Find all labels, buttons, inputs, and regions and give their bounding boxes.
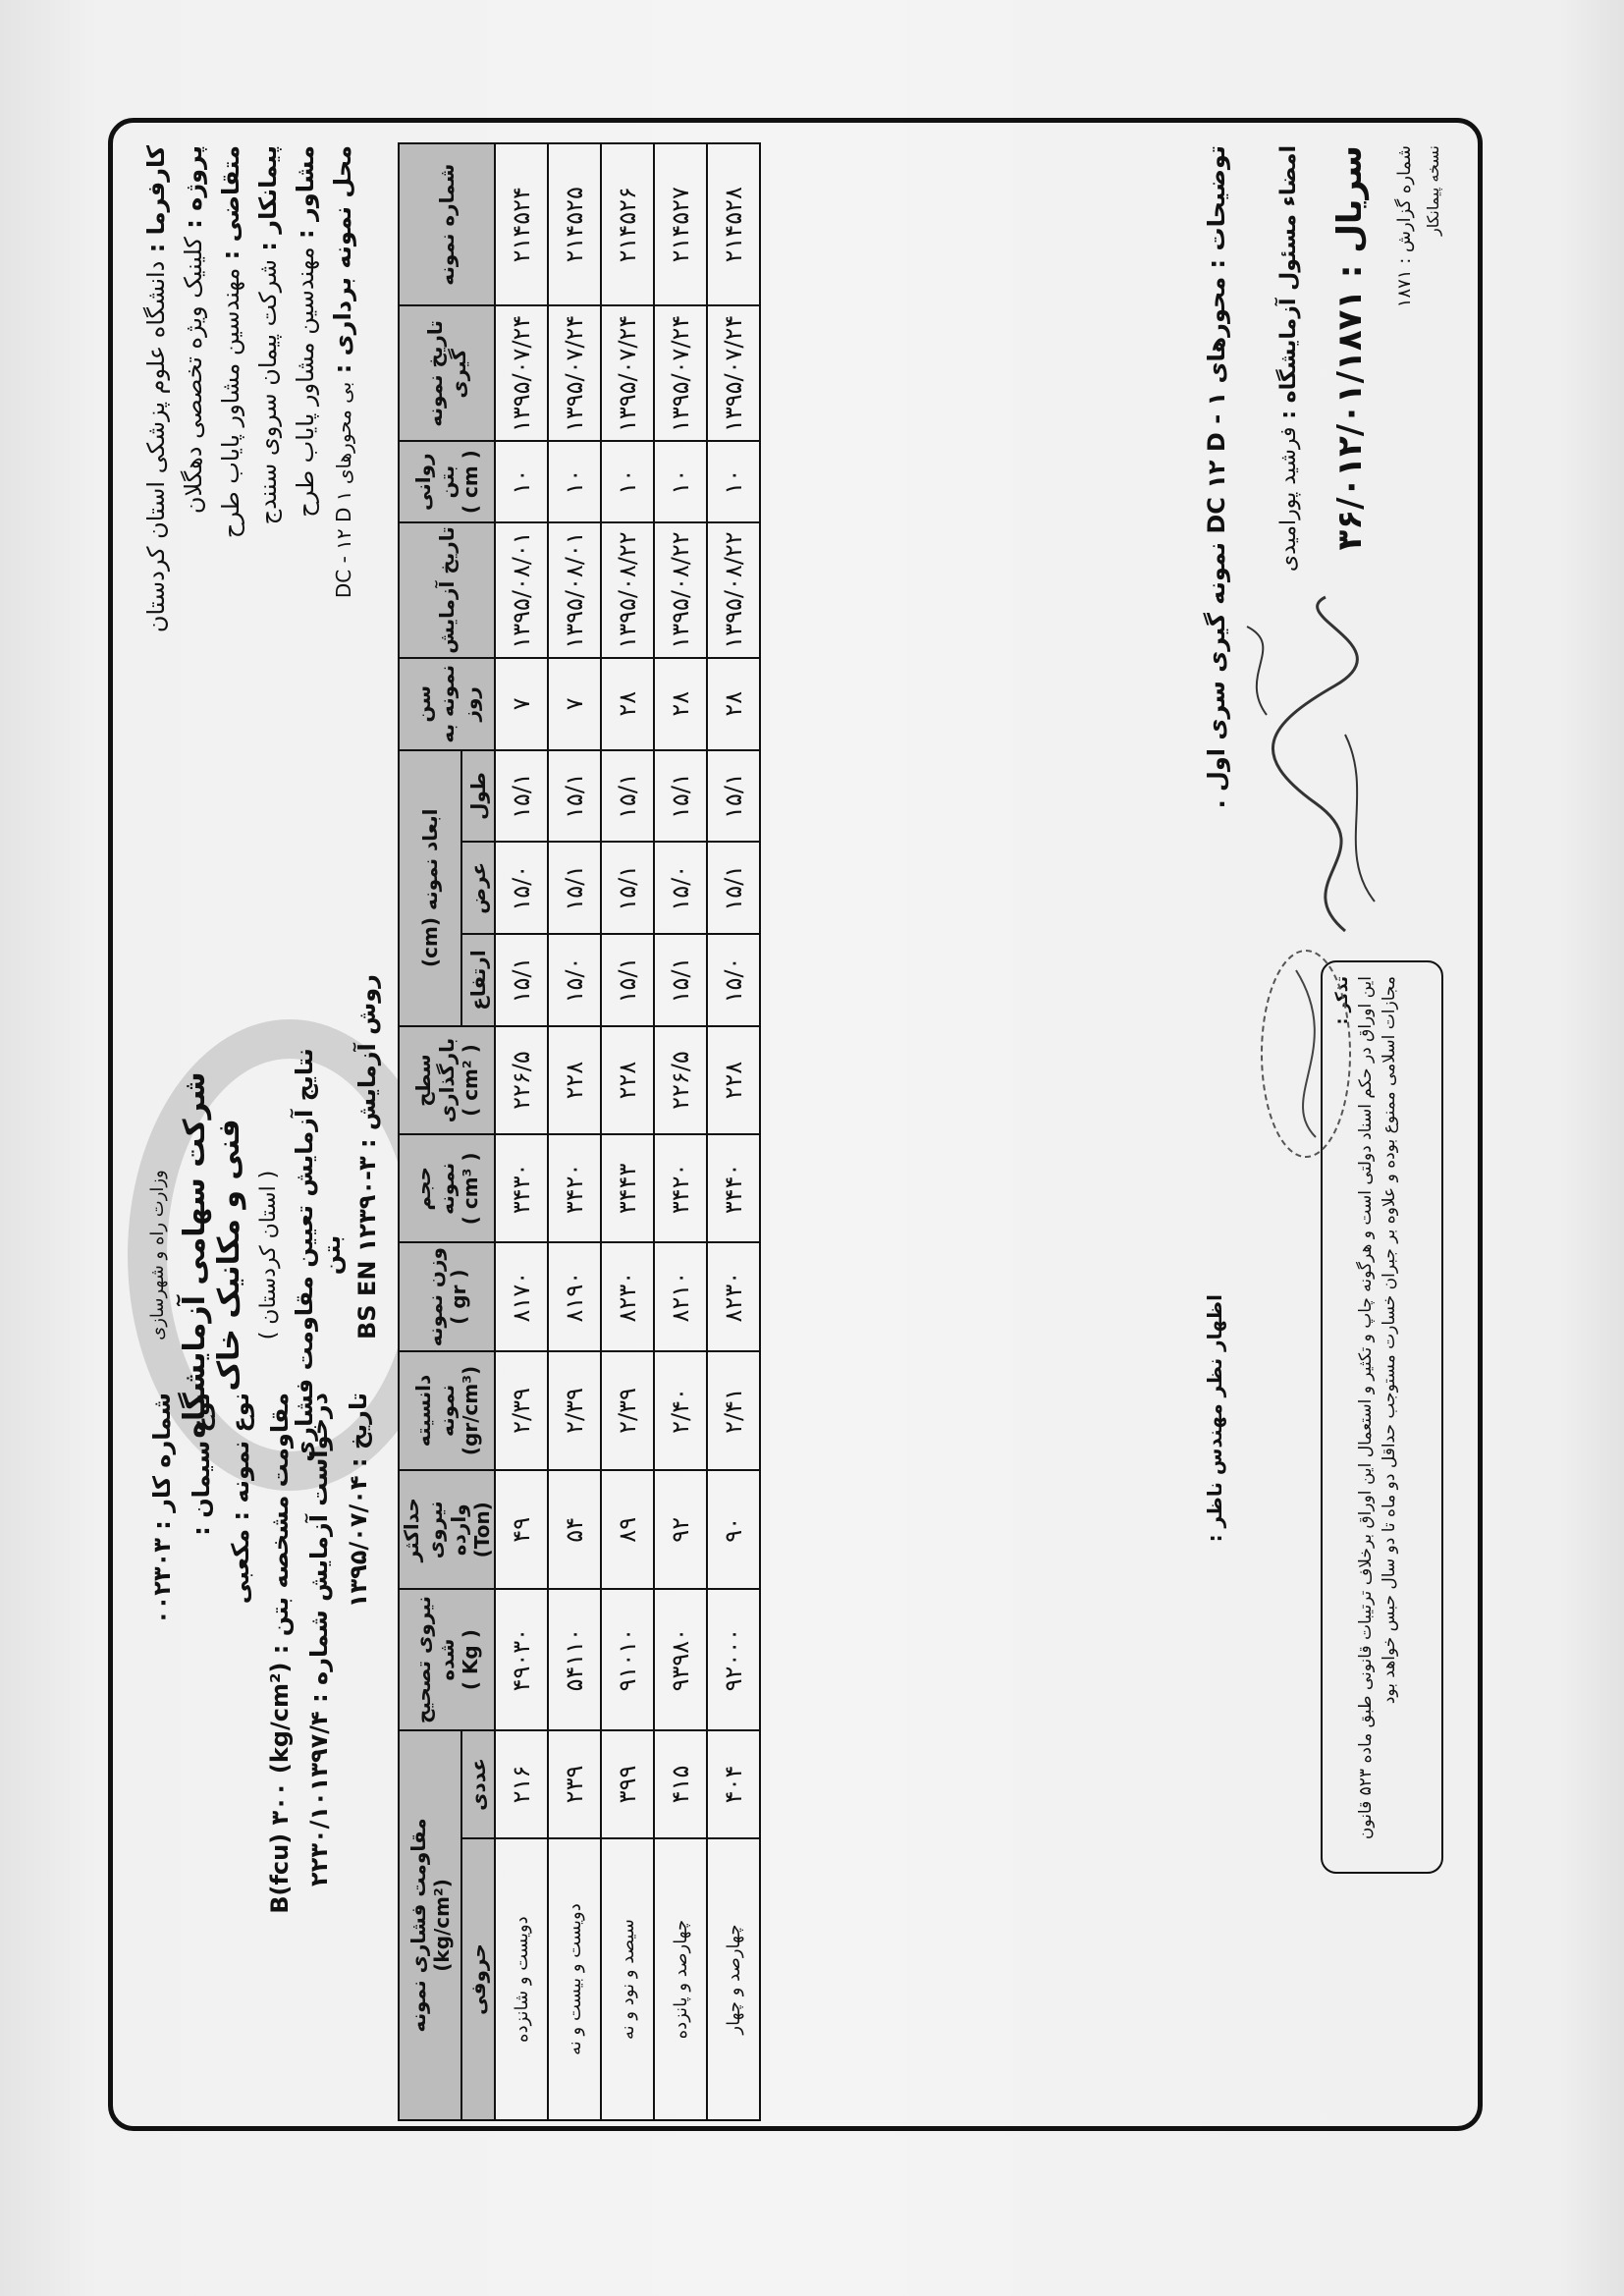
- volume-cell: ۳۴۲۰: [654, 1134, 707, 1242]
- signer: فرشید پورامیدی: [1276, 426, 1301, 573]
- employer-label: کارفرما :: [142, 145, 170, 253]
- consultant-line: [287, 145, 324, 803]
- strength-words-cell: دویست و شانزده: [495, 1838, 548, 2120]
- job-no-label: شماره کار :: [148, 1393, 176, 1530]
- request-date-label: تاریخ :: [345, 1393, 372, 1468]
- max-force-cell: ۹۰: [707, 1470, 760, 1589]
- strength-numeric-cell: ۴۰۴: [707, 1730, 760, 1838]
- strength-words-cell: چهارصد و پانزده: [654, 1838, 707, 2120]
- test-date-cell: ۱۳۹۵/۰۸/۰۱: [548, 522, 601, 658]
- report-no: ۱۸۷۱: [1394, 269, 1415, 308]
- th-weight: [399, 1243, 495, 1351]
- strength-numeric-cell: ۲۳۹: [548, 1730, 601, 1838]
- sampling-place-label: محل نمونه برداری :: [329, 145, 356, 374]
- th-max-force-label: حداکثر نیروی وارده: [400, 1498, 470, 1562]
- slump-cell: ۱۰: [707, 441, 760, 522]
- table-row: [707, 143, 760, 2120]
- sample-type-line: [221, 1393, 260, 2001]
- report-title: نتایج آزمایش تعیین مقاومت فشاری بتن: [291, 1048, 346, 1462]
- signature-mark: [1227, 587, 1394, 941]
- test-date-cell: ۱۳۹۵/۰۸/۲۲: [707, 522, 760, 658]
- stamp-mark: [1247, 941, 1365, 1167]
- th-strength-words: حروفی: [461, 1838, 495, 2120]
- th-length: طول: [461, 750, 495, 843]
- contractor-label: پیمانکار :: [254, 145, 282, 251]
- length-cell: ۱۵/۱: [601, 750, 654, 843]
- project: کلینیک ویژه تخصصی دهگلان: [180, 237, 207, 515]
- table-header-row-1: [399, 143, 461, 2120]
- height-cell: ۱۵/۱: [654, 934, 707, 1026]
- age-cell: ۲۸: [654, 658, 707, 750]
- th-area: [399, 1026, 495, 1134]
- max-force-cell: ۹۲: [654, 1470, 707, 1589]
- request-label: درخواست آزمایش: [305, 1393, 333, 1602]
- th-max-force-unit: (Ton): [470, 1502, 494, 1558]
- weight-cell: ۸۱۷۰: [495, 1243, 548, 1351]
- width-cell: ۱۵/۱: [601, 842, 654, 934]
- ministry: وزارت راه و شهرسازی: [147, 1170, 168, 1340]
- supervisor-line: [1203, 1294, 1226, 1766]
- consultant-label: مشاور :: [292, 145, 319, 239]
- height-cell: ۱۵/۰: [707, 934, 760, 1026]
- th-area-label: سطح بارگذاری: [411, 1037, 459, 1123]
- project-line: [175, 145, 212, 803]
- th-dims: ابعاد نمونه (cm): [399, 750, 461, 1026]
- area-cell: ۲۲۶/۵: [654, 1026, 707, 1134]
- th-max-force: [399, 1470, 495, 1589]
- length-cell: ۱۵/۱: [548, 750, 601, 843]
- volume-cell: ۳۴۴۰: [707, 1134, 760, 1242]
- th-slump: [399, 441, 495, 522]
- sampling-date-cell: ۱۳۹۵/۰۷/۲۴: [707, 305, 760, 441]
- applicant-line: [212, 145, 249, 803]
- table-row: [495, 143, 548, 2120]
- th-corrected-force-unit: ( Kg ): [459, 1629, 482, 1691]
- serial-label: سریال :: [1330, 145, 1370, 279]
- area-cell: ۲۲۶/۵: [495, 1026, 548, 1134]
- table-row: [601, 143, 654, 2120]
- th-strength: [399, 1730, 461, 2120]
- consultant: مهندسین مشاور پایاب طرح: [292, 246, 319, 518]
- job-no-line: [142, 1393, 182, 2001]
- th-strength-label: مقاومت فشاری نمونه: [406, 1818, 431, 2033]
- contractor: شرکت پیمان سروی سنندج: [254, 259, 282, 525]
- table-row: [654, 143, 707, 2120]
- sampling-place-line: [324, 145, 362, 803]
- applicant: مهندسین مشاور پایاب طرح: [217, 267, 244, 539]
- request-no: ۲۲۳۰/۱۰۱۳۹۷/۴: [305, 1711, 333, 1886]
- th-density: [399, 1351, 495, 1470]
- height-cell: ۱۵/۱: [601, 934, 654, 1026]
- age-cell: ۷: [495, 658, 548, 750]
- sampling-date-cell: ۱۳۹۵/۰۷/۲۴: [654, 305, 707, 441]
- corrected-force-cell: ۹۱۰۱۰: [601, 1589, 654, 1729]
- table-row: [548, 143, 601, 2120]
- weight-cell: ۸۲۳۰: [601, 1243, 654, 1351]
- serial: ۳۶/۰۱۲/۰۱/۱۸۷۱: [1330, 289, 1370, 551]
- max-force-cell: ۸۹: [601, 1470, 654, 1589]
- job-no: ۰۰۲۳۰۳: [148, 1538, 176, 1625]
- legal-note-title: تذکر :: [1332, 976, 1352, 1025]
- weight-cell: ۸۱۹۰: [548, 1243, 601, 1351]
- weight-cell: ۸۲۱۰: [654, 1243, 707, 1351]
- cement-type-line: [182, 1393, 221, 2001]
- sample-no-cell: ۲۱۴۵۲۷: [654, 143, 707, 305]
- request-no-label: شماره :: [305, 1610, 333, 1703]
- copy-line: [1424, 145, 1442, 685]
- strength-numeric-cell: ۴۱۵: [654, 1730, 707, 1838]
- height-cell: ۱۵/۰: [548, 934, 601, 1026]
- strength-words-cell: سیصد و نود و نه: [601, 1838, 654, 2120]
- header-left: [142, 1393, 378, 2001]
- slump-cell: ۱۰: [548, 441, 601, 522]
- slump-cell: ۱۰: [601, 441, 654, 522]
- sample-no-cell: ۲۱۴۵۲۸: [707, 143, 760, 305]
- th-density-unit: (gr/cm³): [459, 1365, 482, 1456]
- strength-class: B(fcu): [266, 1832, 294, 1914]
- slump-cell: ۱۰: [654, 441, 707, 522]
- company-name: شرکت سهامی آزمایشگاه فنی و مکانیک خاک: [178, 1071, 246, 1439]
- corrected-force-cell: ۵۴۱۱۰: [548, 1589, 601, 1729]
- th-volume-unit: ( cm³ ): [459, 1152, 482, 1226]
- report-no-label: شماره گزارش :: [1394, 145, 1415, 264]
- sample-no-cell: ۲۱۴۵۲۵: [548, 143, 601, 305]
- density-cell: ۲/۴۰: [654, 1351, 707, 1470]
- sampling-date-cell: ۱۳۹۵/۰۷/۲۴: [548, 305, 601, 441]
- th-strength-unit: (kg/cm²): [430, 1879, 455, 1972]
- th-density-label: دانسیته نمونه: [411, 1374, 459, 1448]
- th-weight-unit: ( gr ): [447, 1269, 470, 1325]
- province: ( استان کردستان ): [256, 1170, 281, 1340]
- density-cell: ۲/۳۹: [548, 1351, 601, 1470]
- length-cell: ۱۵/۱: [654, 750, 707, 843]
- age-cell: ۲۸: [707, 658, 760, 750]
- request-line: [299, 1393, 339, 2001]
- legal-note-text: این اوراق در حکم اسناد دولتی است و هرگونه چاپ و تکثیر و استعمال این اوراق برخلاف ترتیبات قانونی طبق ماده ۵۲۳ قانون مجازات اسلامی ممنوع بوده و علاوه بر جبران خسارت مستوجب حداقل دو ماه تا دو سال حبس خواهد بود: [1356, 976, 1399, 1840]
- sample-type: مکعبی: [227, 1528, 254, 1605]
- density-cell: ۲/۴۱: [707, 1351, 760, 1470]
- notes-line: [1203, 145, 1230, 1235]
- corrected-force-cell: ۹۳۹۸۰: [654, 1589, 707, 1729]
- th-slump-unit: ( cm ): [459, 450, 482, 515]
- corrected-force-cell: ۴۹۰۳۰: [495, 1589, 548, 1729]
- strength-words-cell: چهارصد و چهار: [707, 1838, 760, 2120]
- test-date-cell: ۱۳۹۵/۰۸/۰۱: [495, 522, 548, 658]
- strength-numeric-cell: ۳۹۹: [601, 1730, 654, 1838]
- th-sample-no: شماره نمونه: [399, 143, 495, 305]
- length-cell: ۱۵/۱: [495, 750, 548, 843]
- area-cell: ۲۲۸: [707, 1026, 760, 1134]
- area-cell: ۲۲۸: [601, 1026, 654, 1134]
- test-date-cell: ۱۳۹۵/۰۸/۲۲: [654, 522, 707, 658]
- request-date: ۱۳۹۵/۰۷/۰۴: [345, 1475, 372, 1609]
- th-age: سن نمونه به روز: [399, 658, 495, 750]
- employer: دانشگاه علوم پزشکی استان کردستان: [142, 260, 170, 633]
- project-label: پروژه :: [180, 145, 207, 229]
- th-width: عرض: [461, 842, 495, 934]
- sampling-date-cell: ۱۳۹۵/۰۷/۲۴: [601, 305, 654, 441]
- volume-cell: ۳۴۴۳: [601, 1134, 654, 1242]
- height-cell: ۱۵/۱: [495, 934, 548, 1026]
- slump-cell: ۱۰: [495, 441, 548, 522]
- sample-no-cell: ۲۱۴۵۲۶: [601, 143, 654, 305]
- age-cell: ۷: [548, 658, 601, 750]
- table-body: [495, 143, 760, 2120]
- sampling-place: بی محورهای ۱ DC - ۱۲ D: [332, 381, 355, 599]
- signer-label: امضاء مسئول آزمایشگاه :: [1276, 145, 1301, 419]
- strength-unit: (kg/cm²): [266, 1662, 294, 1775]
- test-method-line: [353, 843, 381, 1471]
- th-sampling-date: تاریخ نمونه گیری: [399, 305, 495, 441]
- density-cell: ۲/۳۹: [601, 1351, 654, 1470]
- area-cell: ۲۲۸: [548, 1026, 601, 1134]
- sample-no-cell: ۲۱۴۵۲۴: [495, 143, 548, 305]
- width-cell: ۱۵/۰: [654, 842, 707, 934]
- header-right: [137, 145, 362, 803]
- volume-cell: ۳۴۲۰: [548, 1134, 601, 1242]
- th-weight-label: وزن نمونه: [423, 1247, 447, 1347]
- th-volume-label: حجم نمونه: [411, 1162, 459, 1215]
- cement-type-label: نوع سیمان :: [188, 1393, 215, 1536]
- length-cell: ۱۵/۱: [707, 750, 760, 843]
- copy-label: نسخه پیمانکار: [1424, 145, 1442, 237]
- strength-numeric-cell: ۲۱۶: [495, 1730, 548, 1838]
- request-date-line: [339, 1393, 378, 2001]
- sample-type-label: نوع نمونه :: [227, 1393, 254, 1521]
- employer-line: [137, 145, 175, 803]
- notes-label: توضیحات :: [1203, 145, 1230, 269]
- density-cell: ۲/۳۹: [495, 1351, 548, 1470]
- sampling-date-cell: ۱۳۹۵/۰۷/۲۴: [495, 305, 548, 441]
- test-method: BS EN ۱۲۳۹۰-۳: [353, 1156, 381, 1339]
- applicant-label: متقاضی :: [217, 145, 244, 260]
- width-cell: ۱۵/۱: [548, 842, 601, 934]
- notes: محورهای ۱ - DC ۱۲ D نمونه گیری سری اول .: [1203, 276, 1230, 809]
- th-corrected-force-label: نیروی تصحیح شده: [411, 1596, 459, 1724]
- strength-value: ۳۰۰: [266, 1781, 294, 1826]
- max-force-cell: ۴۹: [495, 1470, 548, 1589]
- results-table: [398, 142, 761, 2121]
- th-area-unit: ( cm² ): [459, 1044, 482, 1117]
- age-cell: ۲۸: [601, 658, 654, 750]
- width-cell: ۱۵/۱: [707, 842, 760, 934]
- strength-words-cell: دویست و بیست و نه: [548, 1838, 601, 2120]
- max-force-cell: ۵۴: [548, 1470, 601, 1589]
- volume-cell: ۳۴۳۰: [495, 1134, 548, 1242]
- contractor-line: [249, 145, 287, 803]
- title-block: [147, 1039, 346, 1471]
- weight-cell: ۸۲۳۰: [707, 1243, 760, 1351]
- th-slump-label: روانی بتن: [411, 453, 459, 511]
- strength-label: مقاومت مشخصه بتن :: [266, 1393, 294, 1655]
- test-date-cell: ۱۳۹۵/۰۸/۲۲: [601, 522, 654, 658]
- th-volume: [399, 1134, 495, 1242]
- supervisor-label: اظهار نظر مهندس ناظر :: [1203, 1294, 1226, 1543]
- test-method-label: روش آزمایش :: [353, 974, 381, 1149]
- th-strength-numeric: عددی: [461, 1730, 495, 1838]
- strength-line: [260, 1393, 299, 2001]
- th-test-date: تاریخ آزمایش: [399, 522, 495, 658]
- width-cell: ۱۵/۰: [495, 842, 548, 934]
- report-no-line: [1394, 145, 1415, 685]
- th-corrected-force: [399, 1589, 495, 1729]
- th-height: ارتفاع: [461, 934, 495, 1026]
- corrected-force-cell: ۹۲۰۰۰: [707, 1589, 760, 1729]
